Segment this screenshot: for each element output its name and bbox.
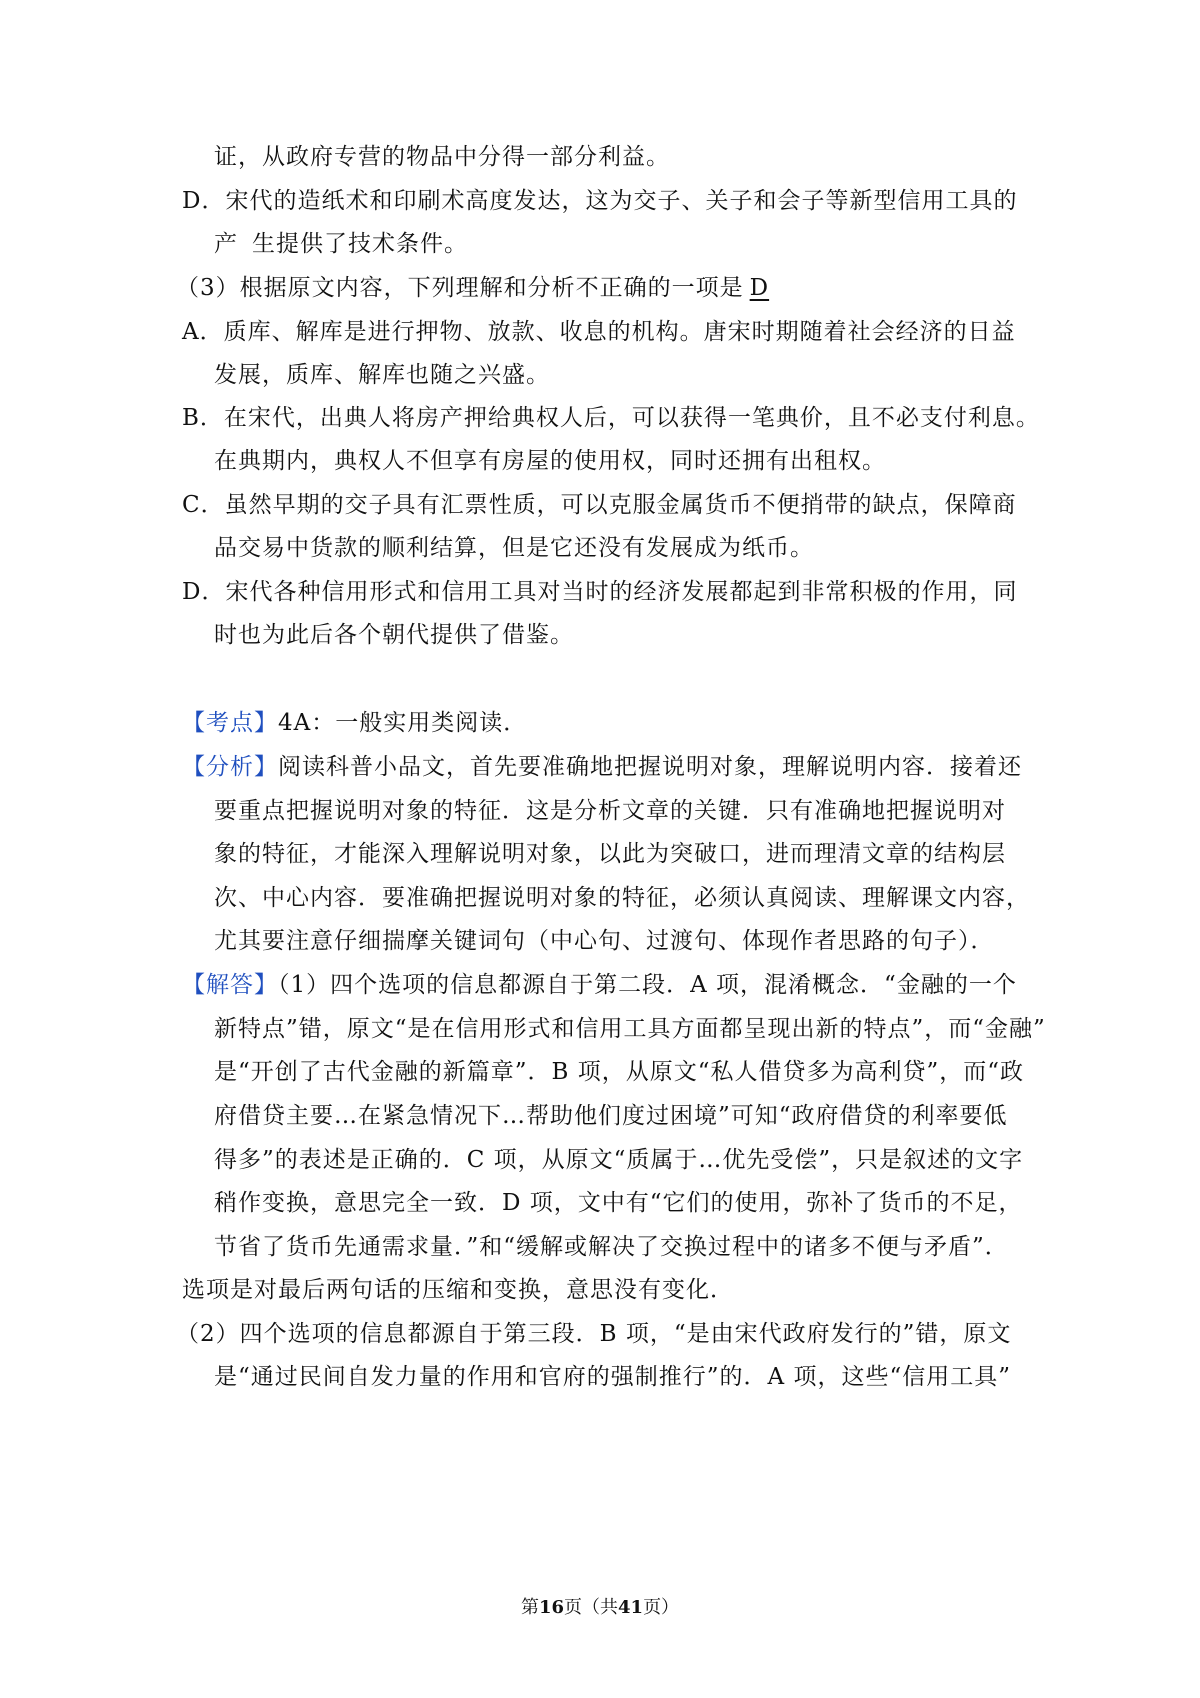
option-b [182,401,1050,435]
jieda-label: 【解答】 [182,972,278,998]
option-a-line2: 发展，质库、解库也随之兴盛。 [214,362,550,388]
jieda-line: （1）四个选项的信息都源自于第二段．A 项，混淆概念．“金融的一个 [278,972,1017,998]
option-d-line2 [214,227,1050,261]
kaodian-label: 【考点】 [182,710,278,736]
kaodian-text: 4A：一般实用类阅读． [278,710,528,736]
kaodian-section [182,706,1050,740]
option-d-line2b: 时也为此后各个朝代提供了借鉴。 [214,622,574,648]
fenxi-line: 象的特征，才能深入理解说明对象，以此为突破口，进而理清文章的结构层 [214,841,1006,867]
jieda-line: 是“通过民间自发力量的作用和官府的强制推行”的．A 项，这些“信用工具” [214,1364,1011,1390]
option-letter: D． [182,579,226,605]
option-text-b: 生提供了技术条件。 [252,231,468,257]
option-d-continuation: 证，从政府专营的物品中分得一部分利益。 [214,144,670,170]
option-text: 质库、解库是进行押物、放款、收息的机构。唐宋时期随着社会经济的日益 [223,319,1016,345]
option-letter: A． [182,319,224,345]
jieda-line: 得多”的表述是正确的．C 项，从原文“质属于…优先受偿”，只是叙述的文字 [214,1147,1024,1173]
option-c-line2: 品交易中货款的顺利结算，但是它还没有发展成为纸币。 [214,535,814,561]
current-page-number: 16 [538,1597,564,1618]
jieda-line: 稍作变换，意思完全一致．D 项，文中有“它们的使用，弥补了货币的不足， [214,1190,1023,1216]
fenxi-section [182,750,1050,784]
fenxi-line: 尤其要注意仔细揣摩关键词句（中心句、过渡句、体现作者思路的句子）． [214,928,995,954]
jieda-line: （2）四个选项的信息都源自于第三段．B 项，“是由宋代政府发行的”错，原文 [176,1321,1012,1347]
jieda-line: 府借贷主要…在紧急情况下…帮助他们度过困境”可知“政府借贷的利率要低 [214,1103,1008,1129]
fenxi-line: 阅读科普小品文，首先要准确地把握说明对象，理解说明内容．接着还 [278,754,1022,780]
jieda-line: 选项是对最后两句话的压缩和变换，意思没有变化． [182,1277,734,1303]
option-text: 虽然早期的交子具有汇票性质，可以克服金属货币不便捎带的缺点，保障商 [224,492,1017,518]
option-d [182,575,1050,609]
option-d-line [182,184,1050,218]
footer-middle: 页（共 [564,1597,618,1618]
jieda-line: 是“开创了古代金融的新篇章”．B 项，从原文“私人借贷多为高利贷”，而“政 [214,1059,1025,1085]
option-text: 在宋代，出典人将房产押给典权人后，可以获得一笔典价，且不必支付利息。 [223,405,1040,431]
footer-prefix: 第 [520,1597,539,1618]
option-letter: D． [182,188,226,214]
option-text: 宋代的造纸术和印刷术高度发达，这为交子、关子和会子等新型信用工具的 [225,188,1018,214]
total-pages-number: 41 [618,1597,644,1618]
page-footer [0,1596,1200,1620]
jieda-line: 新特点”错，原文“是在信用形式和信用工具方面都呈现出新的特点”，而“金融” [214,1016,1046,1042]
footer-suffix: 页） [643,1597,680,1618]
fenxi-label: 【分析】 [182,754,278,780]
jieda-line: 节省了货币先通需求量．”和“缓解或解决了交换过程中的诸多不便与矛盾”． [214,1234,1009,1260]
question-stem-text: （3）根据原文内容，下列理解和分析不正确的一项是 [176,275,744,301]
fenxi-line: 次、中心内容．要准确把握说明对象的特征，必须认真阅读、理解课文内容， [214,885,1030,911]
option-c [182,488,1050,522]
option-text: 宋代各种信用形式和信用工具对当时的经济发展都起到非常积极的作用，同 [225,579,1018,605]
option-a [182,315,1050,349]
question3-stem [176,271,1050,305]
option-letter: B． [182,405,224,431]
option-b-line2: 在典期内，典权人不但享有房屋的使用权，同时还拥有出租权。 [214,448,886,474]
fenxi-line: 要重点把握说明对象的特征．这是分析文章的关键．只有准确地把握说明对 [214,798,1006,824]
option-text-a: 产 [214,231,238,257]
answer-blank: D [749,275,770,301]
option-letter: C． [182,492,225,518]
jieda-section [182,968,1050,1002]
